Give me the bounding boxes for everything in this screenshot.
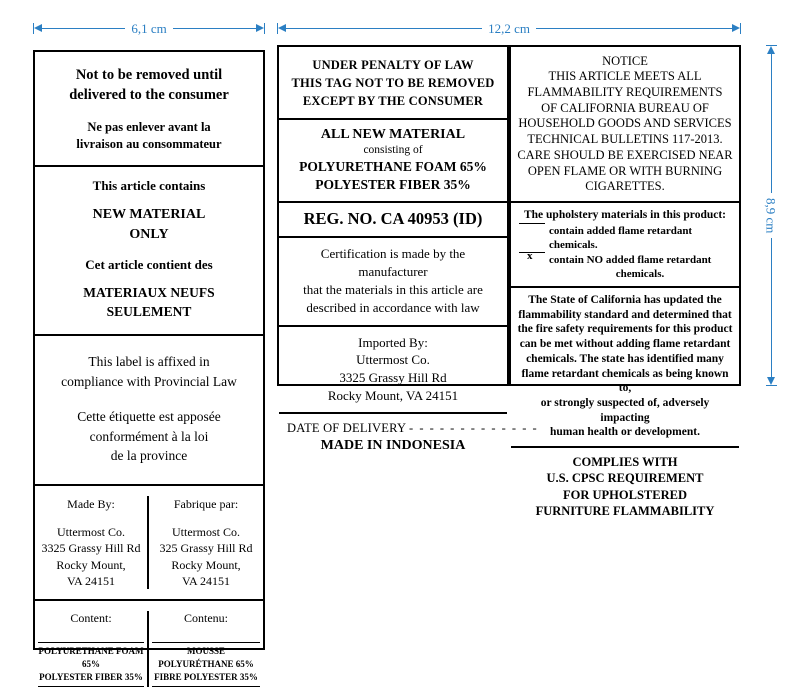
left-manufacturer-en-column — [35, 496, 149, 589]
right-california-line5: chemicals. The state has identified many — [526, 352, 724, 365]
mid-certification-line1: Certification is made by the manufacturer — [320, 245, 466, 279]
right-california-line2: flammability standard and determined that — [518, 308, 732, 321]
right-california-line6: flame retardant chemicals as being known to, — [521, 367, 729, 395]
right-cpsc-line1: COMPLIES WITH — [572, 455, 678, 470]
right-notice-line6: CARE SHOULD BE EXERCISED NEAR — [517, 147, 733, 162]
left-removal-fr-line1: Ne pas enlever avant la — [87, 120, 211, 135]
left-contents-en-body2: ONLY — [129, 226, 169, 242]
mid-importer-company: Uttermost Co. — [356, 352, 430, 368]
mid-delivery-dotted-line: - - - - - - - - - - - - - — [409, 421, 539, 436]
left-manufacturer-en-line3: Rocky Mount, — [56, 557, 126, 572]
mid-certification-line3: described in accordance with law — [306, 299, 480, 315]
left-provincial-law-section — [35, 336, 263, 486]
left-contents-fr-head: Cet article contient des — [85, 257, 213, 273]
mid-penalty-line1: UNDER PENALTY OF LAW — [312, 58, 474, 72]
right-cpsc-compliance-section — [511, 448, 739, 526]
left-manufacturer-section — [35, 486, 263, 601]
dimension-arrow-left — [34, 24, 42, 32]
dimension-line — [286, 28, 482, 29]
mid-certification-section — [279, 238, 507, 327]
mid-penalty-line3: EXCEPT BY THE CONSUMER — [302, 94, 484, 109]
left-content-fr-material1: MOUSSE POLYURÉTHANE 65% — [158, 645, 254, 670]
left-contents-en-head: This article contains — [92, 177, 206, 193]
left-content-fr-materials — [152, 642, 260, 687]
mid-material-line1: POLYURETHANE FOAM 65% — [299, 159, 487, 175]
left-content-materials-section — [35, 601, 263, 695]
left-manufacturer-fr-line3: Rocky Mount, — [171, 557, 241, 572]
left-contents-fr-body2: SEULEMENT — [106, 304, 192, 320]
mid-importer-street: 3325 Grassy Hill Rd — [339, 370, 447, 386]
left-provincial-en-line2: compliance with Provincial Law — [61, 373, 237, 389]
right-checkbox-header: The upholstery materials in this product: — [523, 209, 726, 221]
right-cpsc-line2: U.S. CPSC REQUIREMENT — [546, 471, 704, 486]
mid-penalty-section — [279, 47, 507, 120]
left-law-label-tag — [33, 50, 265, 683]
mid-importer-city: Rocky Mount, VA 24151 — [327, 387, 459, 403]
right-checkbox-option-no-added-line1: contain NO added flame retardant — [549, 254, 712, 267]
left-manufacturer-en-line2: 3325 Grassy Hill Rd — [41, 541, 141, 556]
dimension-arrow-down — [767, 377, 775, 385]
right-flammability-notice-tag — [509, 45, 741, 518]
dimension-arrow-left — [278, 24, 286, 32]
left-manufacturer-fr-column — [149, 496, 263, 589]
dimension-cap-right — [740, 23, 741, 34]
dimension-cap-bottom — [766, 385, 777, 386]
middle-law-label-tag — [277, 45, 539, 454]
left-provincial-en-line1: This label is affixed in — [88, 354, 210, 370]
dimension-height-label: 8,9 cm — [763, 197, 779, 234]
left-manufacturer-en-line1: Uttermost Co. — [57, 525, 125, 540]
right-checkbox-option-contains-label: contain added flame retardant chemicals. — [549, 224, 693, 251]
dimension-line — [42, 28, 125, 29]
right-california-statement-section — [511, 286, 739, 448]
right-notice-title: NOTICE — [602, 54, 648, 68]
left-manufacturer-en-line4: VA 24151 — [66, 573, 116, 588]
left-content-fr-material2: FIBRE POLYESTER 35% — [154, 672, 258, 683]
left-contents-en-body1: NEW MATERIAL — [92, 207, 206, 223]
mid-material-section — [279, 120, 507, 203]
left-removal-en-line2: delivered to the consumer — [69, 86, 229, 103]
left-content-en-material1: POLYURETHANE FOAM 65% — [38, 645, 144, 670]
right-notice-line3: OF CALIFORNIA BUREAU OF — [541, 100, 709, 115]
dimension-left-width — [33, 20, 265, 36]
left-provincial-fr-line1: Cette étiquette est apposée — [77, 409, 221, 425]
left-manufacturer-fr-line1: Uttermost Co. — [172, 525, 240, 540]
mid-made-in: MADE IN INDONESIA — [320, 438, 466, 454]
right-california-line7: or strongly suspected of, adversely impacting — [540, 396, 710, 424]
dimension-line — [173, 28, 256, 29]
left-provincial-fr-line2: conformément à la loi — [89, 428, 209, 444]
dimension-arrow-up — [767, 46, 775, 54]
right-cpsc-line3: FOR UPHOLSTERED — [563, 487, 687, 502]
mid-material-subtitle: consisting of — [363, 144, 423, 157]
right-notice-line4: HOUSEHOLD GOODS AND SERVICES — [518, 116, 732, 131]
right-notice-line5: TECHNICAL BULLETINS 117-2013. — [527, 132, 723, 146]
right-checkbox-option-no-added-label — [549, 254, 731, 282]
dimension-right-width-label: 12,2 cm — [488, 20, 530, 36]
left-manufacturer-en-head: Made By: — [67, 497, 115, 512]
left-manufacturer-fr-line2: 325 Grassy Hill Rd — [159, 541, 253, 556]
mid-importer-head: Imported By: — [358, 334, 428, 350]
dimension-cap-right — [264, 23, 265, 34]
right-checkbox-option-contains[interactable] — [519, 225, 731, 253]
right-checkbox-option-no-added[interactable] — [519, 254, 731, 282]
dimension-line — [536, 28, 732, 29]
right-notice-line2: FLAMMABILITY REQUIREMENTS — [527, 84, 723, 99]
dimension-line — [771, 238, 772, 377]
right-checkbox-section — [511, 203, 739, 286]
left-contents-section — [35, 167, 263, 336]
right-california-line3: the fire safety requirements for this product — [517, 323, 733, 336]
left-manufacturer-fr-head: Fabrique par: — [173, 497, 239, 512]
left-provincial-fr-line3: de la province — [110, 448, 188, 464]
mid-registration-section — [279, 203, 507, 238]
right-california-line1: The State of California has updated the — [528, 293, 722, 306]
right-california-line4: can be met without adding flame retardant — [519, 338, 731, 351]
dimension-arrow-right — [732, 24, 740, 32]
left-content-fr-column — [149, 611, 263, 687]
dimension-height — [762, 45, 780, 386]
left-content-en-materials — [38, 642, 144, 687]
mid-importer-section — [279, 327, 507, 415]
left-content-en-column — [35, 611, 149, 687]
dimension-left-width-label: 6,1 cm — [131, 20, 167, 36]
checkbox-blank-icon[interactable] — [519, 223, 545, 224]
right-notice-section — [511, 47, 739, 203]
mid-delivery-section — [279, 414, 539, 461]
right-california-line8: human health or development. — [550, 426, 700, 439]
mid-penalty-line2: THIS TAG NOT TO BE REMOVED — [291, 76, 495, 91]
mid-certification-line2: that the materials in this article are — [303, 281, 483, 297]
right-notice-line1: THIS ARTICLE MEETS ALL — [548, 69, 702, 83]
dimension-arrow-right — [256, 24, 264, 32]
right-cpsc-line4: FURNITURE FLAMMABILITY — [535, 503, 715, 518]
left-removal-fr-line2: livraison au consommateur — [76, 137, 222, 151]
left-removal-en-line1: Not to be removed until — [75, 67, 223, 83]
mid-registration-number: REG. NO. CA 40953 (ID) — [303, 208, 483, 228]
left-removal-notice-section — [35, 52, 263, 167]
left-manufacturer-fr-line4: VA 24151 — [181, 573, 231, 588]
left-content-en-material2: POLYESTER FIBER 35% — [39, 672, 143, 683]
mid-material-title: ALL NEW MATERIAL — [320, 127, 466, 143]
left-contents-fr-body1: MATERIAUX NEUFS — [83, 285, 215, 301]
right-notice-line7: OPEN FLAME OR WITH BURNING — [527, 163, 723, 178]
right-checkbox-option-no-added-line2: chemicals. — [615, 268, 665, 281]
mid-delivery-row — [287, 421, 539, 436]
mid-material-line2: POLYESTER FIBER 35% — [315, 177, 471, 193]
dimension-right-width — [277, 20, 741, 36]
left-content-fr-head: Contenu: — [184, 610, 228, 625]
dimension-line — [771, 54, 772, 193]
left-content-en-head: Content: — [70, 610, 112, 625]
mid-delivery-label: DATE OF DELIVERY — [287, 421, 406, 436]
right-notice-line8: CIGARETTES. — [585, 179, 665, 194]
checkbox-checked-icon[interactable] — [519, 252, 545, 253]
